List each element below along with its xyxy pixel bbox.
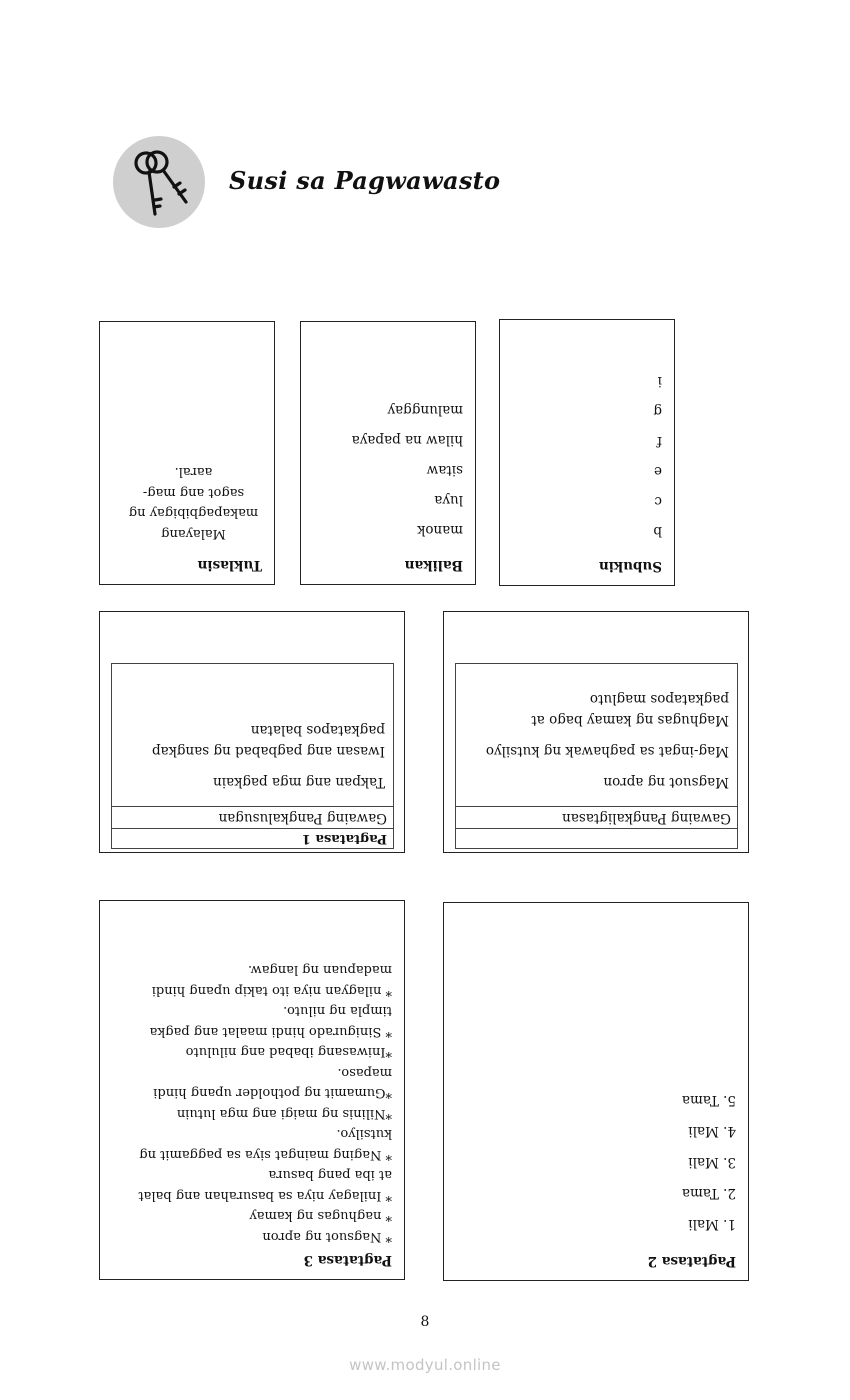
pagtatasa3-line: * Inilagay niya sa basurahan ang balat	[138, 1188, 392, 1203]
tuklasin-line: sagot ang mag-	[142, 485, 245, 500]
pagtatasa3-line: kutsilyo.	[336, 1126, 392, 1142]
pagtatasa1-item: Takpan ang mga pagkain	[213, 774, 385, 790]
pagtatasa2-item: 5. Tama	[681, 1092, 736, 1108]
pagtatasa3-line: * naghugas ng kamay	[249, 1208, 392, 1224]
pagkaligtasan-item: Maghugas ng kamay bago at	[531, 712, 729, 728]
pagtatasa2-item: 1. Mali	[688, 1216, 736, 1232]
pagkaligtasan-item: pagkatapos magluto	[589, 691, 729, 707]
balikan-box	[300, 321, 476, 585]
pagkaligtasan-item: Mag-ingat sa paghawak ng kutsilyo	[485, 743, 729, 759]
pagtatasa3-box	[99, 900, 405, 1280]
balikan-item: manok	[417, 522, 463, 538]
pagtatasa1-cell	[111, 663, 394, 807]
pagkaligtasan-box	[443, 611, 749, 853]
pagtatasa3-line: * Nagsuot ng apron	[262, 1229, 392, 1244]
balikan-item: hilaw na papaya	[351, 432, 463, 448]
subukin-heading: Subukin	[598, 558, 662, 574]
balikan-heading: Balikan	[404, 557, 463, 573]
tuklasin-line: aaral.	[174, 464, 213, 480]
watermark: www.modyul.online	[349, 1356, 501, 1374]
balikan-item: sitaw	[426, 462, 463, 478]
pagtatasa2-heading: Pagtatasa 2	[647, 1253, 736, 1269]
subukin-item: c	[654, 493, 662, 509]
pagtatasa3-line: mapaso.	[337, 1065, 392, 1080]
pagtatasa1-box	[99, 611, 405, 853]
tuklasin-line: makapagbibigay ng	[128, 505, 259, 521]
page-number: 8	[420, 1314, 430, 1330]
pagtatasa1-item: pagkatapos balatan	[250, 722, 385, 738]
pagtatasa3-line: * Sinigurado hindi maalat ang pagka	[149, 1024, 392, 1039]
subukin-item: b	[653, 523, 662, 539]
pagtatasa1-heading: Pagtatasa 1	[111, 829, 394, 849]
keys-icon	[113, 136, 205, 228]
pagtatasa3-line: timpla ng niluto.	[283, 1003, 392, 1019]
pagtatasa2-item: 2. Tama	[681, 1185, 736, 1201]
pagtatasa3-heading: Pagtatasa 3	[303, 1252, 392, 1268]
pagtatasa1-item: Iwasan ang pagbabad ng sangkap	[151, 743, 385, 759]
tuklasin-line: Malayang	[161, 526, 226, 541]
pagtatasa2-box	[443, 902, 749, 1281]
pagtatasa3-line: *Iniwasang ibabad ang niluluto	[185, 1044, 392, 1060]
pagkaligtasan-item: Magsuot ng apron	[603, 774, 729, 790]
pagtatasa2-item: 3. Mali	[688, 1154, 736, 1170]
subukin-item: g	[653, 403, 662, 419]
pagtatasa1-subheading: Gawaing Pangkalusugan	[111, 807, 394, 829]
balikan-item: luya	[434, 492, 463, 508]
pagkaligtasan-cell	[455, 663, 738, 807]
tuklasin-heading: Tuklasin	[197, 557, 262, 573]
subukin-item: e	[654, 463, 662, 479]
subukin-item: f	[657, 433, 662, 449]
balikan-item: malunggay	[387, 402, 463, 418]
pagtatasa3-line: madapuan ng langaw.	[248, 962, 392, 978]
page-title: Susi sa Pagwawasto	[229, 166, 501, 195]
pagtatasa3-line: *Nilinis ng maigi ang mga lutuin	[176, 1106, 392, 1121]
pagtatasa3-line: * nilagyan niya ito takip upang hindi	[151, 983, 392, 998]
subukin-box	[499, 319, 675, 586]
pagtatasa3-line: at iba pang basura	[268, 1167, 392, 1183]
subukin-item: i	[657, 373, 662, 389]
pagtatasa3-line: * Naging maingat siya sa paggamit ng	[139, 1147, 392, 1162]
pagtatasa3-line: *Gumamit ng potholder upang hindi	[153, 1085, 392, 1101]
pagtatasa2-item: 4. Mali	[688, 1123, 736, 1139]
pagkaligtasan-subheading: Gawaing Pangkaligtasan	[455, 807, 738, 829]
tuklasin-box	[99, 321, 275, 585]
pagkaligtasan-heading	[455, 829, 738, 849]
